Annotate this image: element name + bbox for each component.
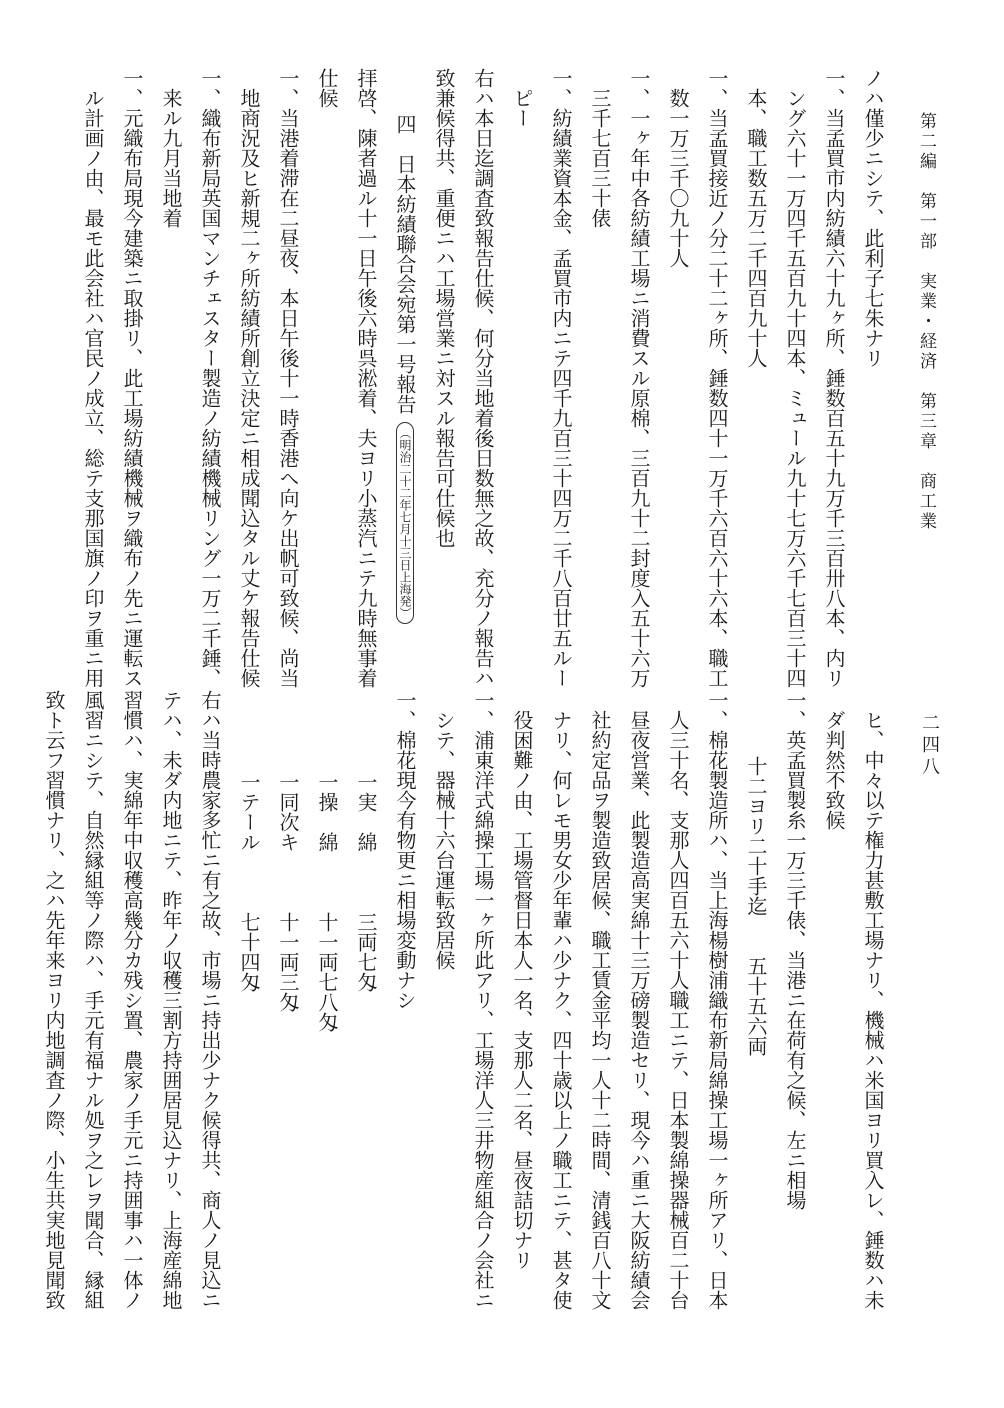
text-line: ダ判然不致候 xyxy=(822,710,846,830)
text-line: ノハ僅少ニシテ、此利子七朱ナリ xyxy=(861,68,885,368)
text-line: 数一万三千〇九十人 xyxy=(666,88,690,268)
text-line: ル計画ノ由、最モ此会社ハ官民ノ成立、総テ支那国旗ノ印ヲ重ニ用 xyxy=(81,88,105,688)
page-number: 二四八 xyxy=(919,713,940,779)
text-line: 一、当孟買接近ノ分二十二ヶ所、錘数四十一万千六百六十六本、職工 xyxy=(705,68,729,688)
text-line: 社約定品ヲ製造致居候、職工賃金平均一人十二時間、清銭百八十文 xyxy=(588,710,612,1310)
text-line: 十二ヨリ二十手迄 五十五六両 xyxy=(744,756,768,1056)
text-line: 風習ニシテ、自然縁組等ノ際ハ、手元有福ナル処ヲ之レヲ聞合、縁組 xyxy=(81,690,105,1310)
price-line: 一同次キ 十一両三匁 xyxy=(276,772,300,1012)
text-line: 右ハ本日迄調査致報告仕候、何分当地着後日数無之故、充分ノ報告ハ xyxy=(471,68,495,688)
text-line: 一、当港着滞在二昼夜、本日午後十一時香港へ向ケ出帆可致候、尚当 xyxy=(276,68,300,688)
price-line: 一実 綿 三両七匁 xyxy=(354,772,378,992)
text-line: 本、職工数五万二千四百九十人 xyxy=(744,88,768,368)
text-line: 一、英孟買製糸一万三千俵、当港ニ在荷有之候、左ニ相場 xyxy=(783,690,807,1210)
text-line: 仕候 xyxy=(315,68,339,108)
text-line: 拝啓、陳者過ル十一日午後六時呉淞着、夫ヨリ小蒸汽ニテ九時無事着 xyxy=(354,68,378,688)
text-line: 一、棉花現今有物更ニ相場変動ナシ xyxy=(393,690,417,1010)
text-line: テハ、未ダ内地ニテ、昨年ノ収穫三割方持囲居見込ナリ、上海産綿地 xyxy=(159,690,183,1310)
text-line: 地商況及ヒ新規二ヶ所紡績所創立決定ニ相成聞込タル丈ケ報告仕候 xyxy=(237,88,261,688)
text-line: 昼夜営業、此製造高実綿十三万磅製造セリ、現今ハ重ニ大阪紡績会 xyxy=(627,710,651,1310)
text-line: 一、一ヶ年中各紡績工場ニ消費スル原棉、三百九十二封度入五十六万 xyxy=(627,68,651,688)
text-line: シテ、器械十六台運転致居候 xyxy=(432,710,456,970)
price-line: 一テール 七十四匁 xyxy=(237,772,261,992)
price-line: 一操 綿 十一両七八匁 xyxy=(315,772,339,1032)
text-line: 一、当孟買市内紡績六十九ヶ所、錘数百五十九万千三百卅八本、内リ xyxy=(822,68,846,688)
text-line: 一、織布新局英国マンチェスター製造ノ紡績機械リング一万二千錘、 xyxy=(198,68,222,688)
section-title: 四 日本紡績聯合会宛第一号報告 xyxy=(393,114,417,414)
text-line: 一、浦東洋式綿操工場一ヶ所此アリ、工場洋人三井物産組合ノ会社ニ xyxy=(471,690,495,1310)
text-line: 人三十名、支那人四百五六十人職工ニテ、日本製綿操器械百二十台 xyxy=(666,710,690,1310)
upper-text-block xyxy=(73,68,892,688)
text-line: 役困難ノ由、工場管督日本人一名、支那人二名、昼夜詰切ナリ xyxy=(510,710,534,1270)
text-line: 来ル九月当地着 xyxy=(159,88,183,228)
text-line: 一、棉花製造所ハ、当上海楊樹浦織布新局綿操工場一ヶ所アリ、日本 xyxy=(705,690,729,1310)
section-date-note: （明治二十二年七月十三日上海発） xyxy=(396,422,414,624)
text-line: 一、元織布局現今建築ニ取掛リ、此工場紡績機械ヲ織布ノ先ニ運転ス xyxy=(120,68,144,688)
text-line: 三千七百三十俵 xyxy=(588,88,612,228)
text-line: ング六十一万四千五百九十四本、ミュール九十七万六千七百三十四 xyxy=(783,88,807,688)
text-line: 一、紡績業資本金、孟買市内ニテ四千九百三十四万二千八百廿五ルー xyxy=(549,68,573,688)
text-line: 致兼候得共、重便ニハ工場営業ニ対スル報告可仕候也 xyxy=(432,68,456,548)
text-line: ナリ、何レモ男女少年輩ハ少ナク、四十歳以上ノ職工ニテ、甚タ使 xyxy=(549,710,573,1310)
text-line: 右ハ当時農家多忙ニ有之故、市場ニ持出少ナク候得共、商人ノ見込ニ xyxy=(198,690,222,1310)
text-line: 習慣ハ、実綿年中収穫高幾分カ残シ置、農家ノ手元ニ持囲事ハ一体ノ xyxy=(120,690,144,1310)
section-heading xyxy=(385,68,424,658)
text-line: ヒ、中々以テ権力甚敷工場ナリ、機械ハ米国ヨリ買入レ、錘数ハ未 xyxy=(861,710,885,1310)
text-line: 致ト云フ習慣ナリ、之ハ先年来ヨリ内地調査ノ際、小生共実地見聞致 xyxy=(42,690,66,1310)
text-line: ピー xyxy=(510,88,534,128)
lower-text-block xyxy=(34,690,892,1330)
running-head: 第二編 第一部 実業・経済 第三章 商工業 xyxy=(916,112,936,532)
